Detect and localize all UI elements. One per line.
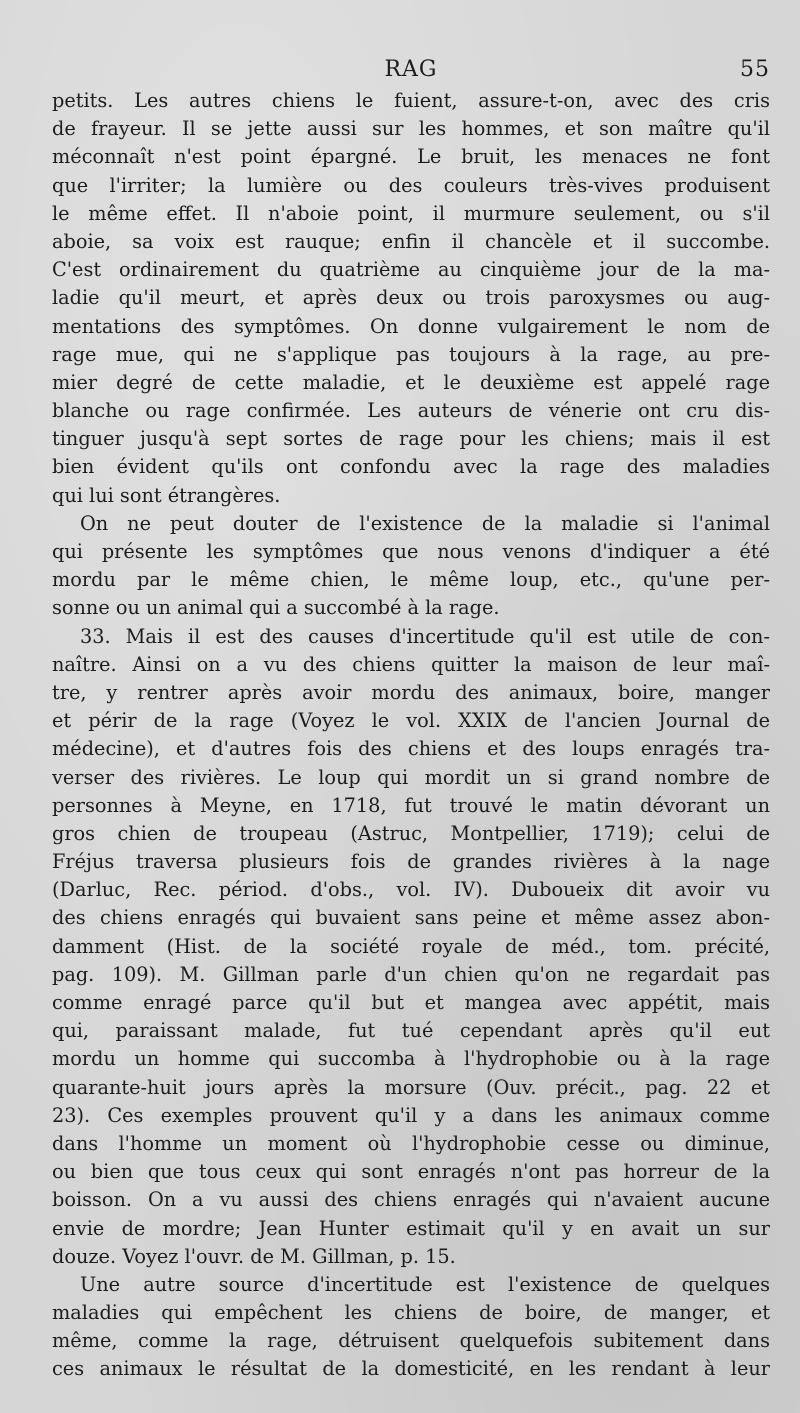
text-line: mier degré de cette maladie, et le deuxième est appelé rage <box>52 370 770 394</box>
text-line: des chiens enragés qui buvaient sans peine et même assez abon- <box>52 906 770 930</box>
text-line: envie de mordre; Jean Hunter estimait qu'il y en avait un sur <box>52 1216 770 1240</box>
text-line: (Darluc, Rec. périod. d'obs., vol. IV). Duboueix dit avoir vu <box>52 878 770 902</box>
page-number: 55 <box>740 57 770 82</box>
text-line: même, comme la rage, détruisent quelquefois subitement dans <box>52 1329 770 1353</box>
text-line: comme enragé parce qu'il but et mangea avec appétit, mais <box>52 991 770 1014</box>
text-line: tinguer jusqu'à sept sortes de rage pour les chiens; mais il est <box>52 427 770 451</box>
text-line: rage mue, qui ne s'applique pas toujours à la rage, au pre- <box>52 342 770 366</box>
text-line: que l'irriter; la lumière ou des couleurs très-vives produisent <box>52 173 770 197</box>
text-line: Une autre source d'incertitude est l'existence de quelques <box>80 1272 770 1296</box>
text-line: dans l'homme un moment où l'hydrophobie cesse ou diminue, <box>52 1131 770 1155</box>
text-line: douze. Voyez l'ouvr. de M. Gillman, p. 15. <box>52 1244 456 1268</box>
body-text <box>52 87 770 1384</box>
text-line: bien évident qu'ils ont confondu avec la rage des maladies <box>52 455 770 479</box>
text-line: mentations des symptômes. On donne vulgairement le nom de <box>52 314 770 338</box>
text-line: personnes à Meyne, en 1718, fut trouvé le matin dévorant un <box>52 793 770 817</box>
text-line: blanche ou rage confirmée. Les auteurs de vénerie ont cru dis- <box>52 399 770 423</box>
text-line: gros chien de troupeau (Astruc, Montpellier, 1719); celui de <box>52 821 770 845</box>
text-line: boisson. On a vu aussi des chiens enragés qui n'avaient aucune <box>52 1188 770 1212</box>
text-line: On ne peut douter de l'existence de la maladie si l'animal <box>80 511 770 535</box>
text-line: qui, paraissant malade, fut tué cependant après qu'il eut <box>52 1019 770 1043</box>
text-line: ces animaux le résultat de la domesticité, en les rendant à leur <box>52 1357 770 1381</box>
text-line: tre, y rentrer après avoir mordu des animaux, boire, manger <box>52 680 770 704</box>
text-line: 33. Mais il est des causes d'incertitude qu'il est utile de con- <box>80 624 770 648</box>
text-line: et périr de la rage (Voyez le vol. XXIX de l'ancien Journal de <box>52 709 770 733</box>
text-line: mordu par le même chien, le même loup, etc., qu'une per- <box>52 568 770 592</box>
text-line: verser des rivières. Le loup qui mordit un si grand nombre de <box>52 765 770 789</box>
text-line: ou bien que tous ceux qui sont enragés n'ont pas horreur de la <box>52 1160 770 1184</box>
running-head <box>52 57 770 89</box>
text-line: pag. 109). M. Gillman parle d'un chien qu'on ne regardait pas <box>52 962 770 986</box>
text-line: petits. Les autres chiens le fuient, assure-t-on, avec des cris <box>52 89 770 112</box>
text-line: qui présente les symptômes que nous venons d'indiquer a été <box>52 540 770 563</box>
text-line: médecine), et d'autres fois des chiens et des loups enragés tra- <box>52 737 770 761</box>
running-head-title: RAG <box>384 57 438 82</box>
text-line: qui lui sont étrangères. <box>52 483 281 507</box>
text-line: ladie qu'il meurt, et après deux ou trois paroxysmes ou aug- <box>52 286 770 310</box>
text-line: sonne ou un animal qui a succombé à la rage. <box>52 596 500 620</box>
text-line: naître. Ainsi on a vu des chiens quitter la maison de leur maî- <box>52 652 770 676</box>
text-line: mordu un homme qui succomba à l'hydrophobie ou à la rage <box>52 1047 770 1071</box>
text-line: le même effet. Il n'aboie point, il murmure seulement, ou s'il <box>52 201 770 225</box>
text-line: C'est ordinairement du quatrième au cinquième jour de la ma- <box>52 258 770 282</box>
text-line: 23). Ces exemples prouvent qu'il y a dans les animaux comme <box>52 1103 770 1127</box>
text-line: quarante-huit jours après la morsure (Ouv. précit., pag. 22 et <box>52 1075 770 1099</box>
text-line: damment (Hist. de la société royale de méd., tom. précité, <box>52 934 770 958</box>
text-line: de frayeur. Il se jette aussi sur les hommes, et son maître qu'il <box>52 117 770 141</box>
text-line: Fréjus traversa plusieurs fois de grandes rivières à la nage <box>52 850 770 874</box>
text-line: aboie, sa voix est rauque; enfin il chancèle et il succombe. <box>52 229 770 253</box>
text-line: méconnaît n'est point épargné. Le bruit, les menaces ne font <box>52 145 770 169</box>
text-line: maladies qui empêchent les chiens de boire, de manger, et <box>52 1301 770 1325</box>
